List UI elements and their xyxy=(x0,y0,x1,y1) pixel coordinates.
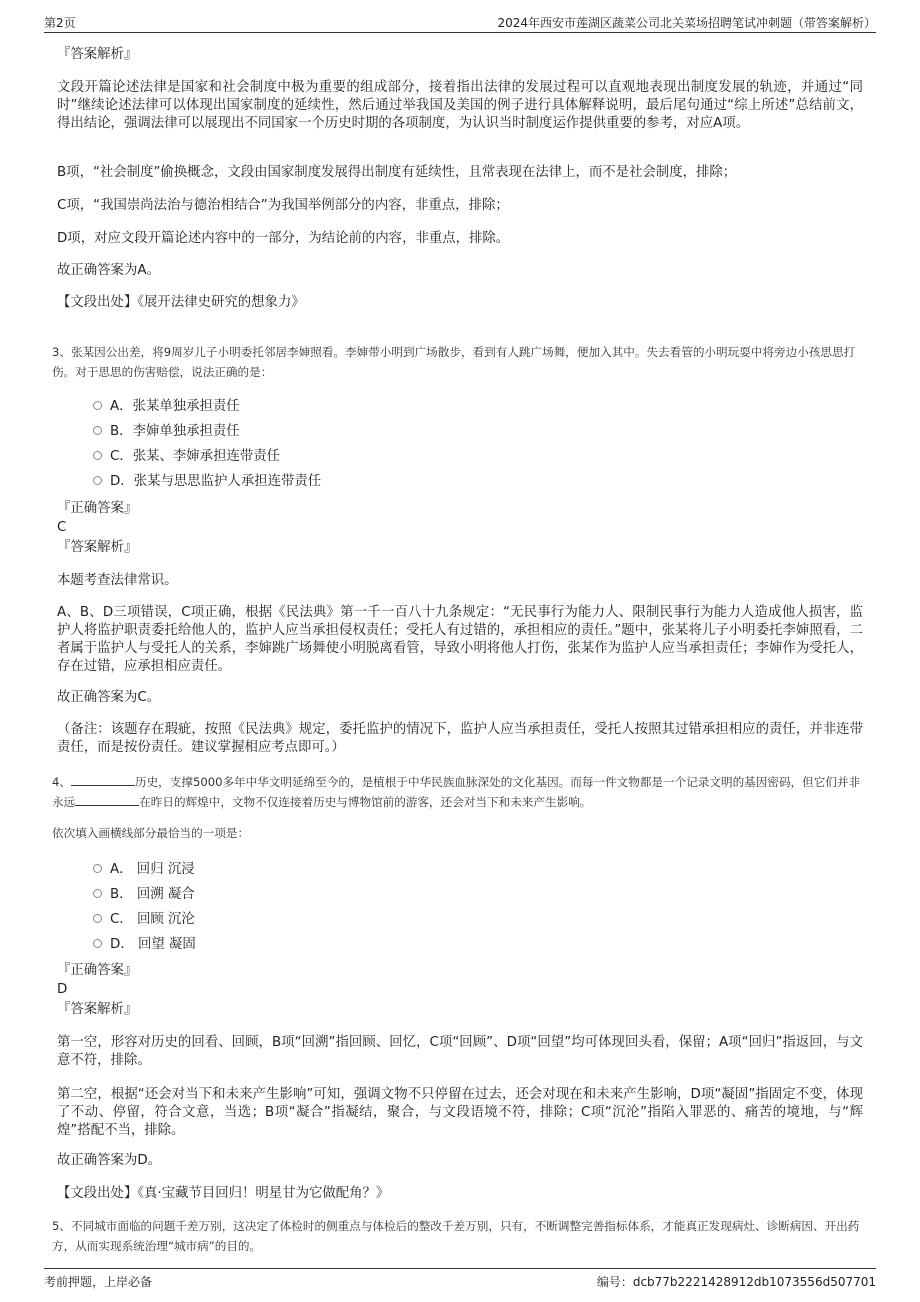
radio-icon[interactable] xyxy=(93,476,102,485)
footer-slogan: 考前押题，上岸必备 xyxy=(44,1275,153,1289)
q3-analysis-tag: 『答案解析』 xyxy=(57,540,138,555)
q4-option-d[interactable]: D． 回望 凝固 xyxy=(93,936,196,954)
q3-answer-tag: 『正确答案』 xyxy=(57,501,138,516)
document-title: 2024年西安市莲湖区蔬菜公司北关菜场招聘笔试冲刺题（带答案解析） xyxy=(497,16,876,30)
q4-analysis-p2: 第二空，根据“还会对当下和未来产生影响”可知，强调文物不只停留在过去，还会对现在和未来产生影响，D项“凝固”指固定不变，体现了不动、停留，符合文意，当选；B项“凝合”指凝结，聚合，与文段语境不符，排除；C项“沉沦”指陷入罪恶的、痛苦的境地，与“辉煌”搭配不当，排除。 xyxy=(57,1087,863,1138)
q4-option-a[interactable]: A． 回归 沉浸 xyxy=(93,861,195,879)
radio-icon[interactable] xyxy=(93,426,102,435)
q4-option-b[interactable]: B． 回溯 凝合 xyxy=(93,886,195,904)
q4-analysis-p1: 第一空，形容对历史的回看、回顾，B项“回溯”指回顾、回忆，C项“回顾”、D项“回望”均可体现回头看，保留；A项“回归”指返回，与文意不符，排除。 xyxy=(57,1035,863,1068)
q2-analysis-tag: 『答案解析』 xyxy=(57,47,138,62)
q3-analysis-p2: A、B、D三项错误，C项正确，根据《民法典》第一千一百八十九条规定：“无民事行为能力人、限制民事行为能力人造成他人损害，监护人将监护职责委托给他人的，监护人应当承担侵权责任；受托人有过错的，承担相应的责任。”题中，张某将儿子小明委托李婶照看，二者属于监护人与受托人的关系，李婶跳广场舞使小明脱离看管，导致小明将他人打伤，张某作为监护人应当承担责任；李婶作为受托人，存在过错，应承担相应责任。 xyxy=(57,605,863,674)
q3-stem: 3、张某因公出差，将9周岁儿子小明委托邻居李婶照看。李婶带小明到广场散步，看到有人跳广场舞，便加入其中。失去看管的小明玩耍中将旁边小孩思思打伤。对于思思的伤害赔偿，说法正确的是： xyxy=(52,345,856,379)
q4-analysis-tag: 『答案解析』 xyxy=(57,1002,138,1017)
q3-option-b[interactable]: B．李婶单独承担责任 xyxy=(93,423,240,441)
q3-option-d[interactable]: D．张某与思思监护人承担连带责任 xyxy=(93,473,321,491)
radio-icon[interactable] xyxy=(93,889,102,898)
q4-conclusion: 故正确答案为D。 xyxy=(57,1153,162,1168)
q2-source: 【文段出处】《展开法律史研究的想象力》 xyxy=(57,295,305,310)
q3-analysis-p1: 本题考查法律常识。 xyxy=(57,573,178,588)
q4-source: 【文段出处】《真·宝藏节目回归！明星甘为它做配角？》 xyxy=(57,1186,390,1201)
q4-stem: 4、 历史，支撑5000多年中华文明延绵至今的，是植根于中华民族血脉深处的文化基因。而每一件文物都是一个记录文明的基因密码，但它们并非永远 在昨日的辉煌中，文物不仅连接着历史与博物馆前的游客，还会对当下和未来产生影响。 xyxy=(52,775,861,809)
q2-conclusion: 故正确答案为A。 xyxy=(57,263,160,278)
q5-stem: 5、不同城市面临的问题千差万别，这决定了体检时的侧重点与体检后的整改千差万别，只有，不断调整完善指标体系，才能真正发现病灶、诊断病因、开出药方，从而实现系统治理“城市病”的目的。 xyxy=(52,1219,860,1253)
page-header xyxy=(44,12,876,33)
fill-blank xyxy=(71,773,135,786)
fill-blank xyxy=(75,793,139,806)
q3-option-a[interactable]: A．张某单独承担责任 xyxy=(93,398,240,416)
q4-answer: D xyxy=(57,982,68,997)
q2-analysis-p4: D项，对应文段开篇论述内容中的一部分，为结论前的内容，非重点，排除。 xyxy=(57,231,510,246)
document-id: 编号：dcb77b2221428912db1073556d507701 xyxy=(596,1275,876,1289)
page-footer xyxy=(44,1268,876,1291)
page-number: 第2页 xyxy=(44,16,76,30)
radio-icon[interactable] xyxy=(93,939,102,948)
q2-analysis-p2: B项，“社会制度”偷换概念，文段由国家制度发展得出制度有延续性，且常表现在法律上，而不是社会制度，排除； xyxy=(57,165,737,180)
radio-icon[interactable] xyxy=(93,401,102,410)
q2-analysis-p3: C项，“我国崇尚法治与德治相结合”为我国举例部分的内容，非重点，排除； xyxy=(57,198,509,213)
radio-icon[interactable] xyxy=(93,451,102,460)
q2-analysis-p1: 文段开篇论述法律是国家和社会制度中极为重要的组成部分，接着指出法律的发展过程可以直观地表现出制度发展的轨迹，并通过“同时”继续论述法律可以体现出国家制度的延续性，然后通过举我国及美国的例子进行具体解释说明，最后尾句通过“综上所述”总结前文，得出结论，强调法律可以展现出不同国家一个历史时期的各项制度，为认识当时制度运作提供重要的参考，对应A项。 xyxy=(57,80,863,131)
q4-prompt: 依次填入画横线部分最恰当的一项是： xyxy=(52,826,250,840)
radio-icon[interactable] xyxy=(93,864,102,873)
q4-answer-tag: 『正确答案』 xyxy=(57,963,138,978)
q3-conclusion: 故正确答案为C。 xyxy=(57,690,161,705)
q3-answer: C xyxy=(57,520,67,535)
q3-option-c[interactable]: C．张某、李婶承担连带责任 xyxy=(93,448,280,466)
q3-note: （备注：该题存在瑕疵，按照《民法典》规定，委托监护的情况下，监护人应当承担责任，受托人按照其过错承担相应的责任，并非连带责任，而是按份责任。建议掌握相应考点即可。） xyxy=(57,722,863,755)
q4-option-c[interactable]: C． 回顾 沉沦 xyxy=(93,911,195,929)
radio-icon[interactable] xyxy=(93,914,102,923)
